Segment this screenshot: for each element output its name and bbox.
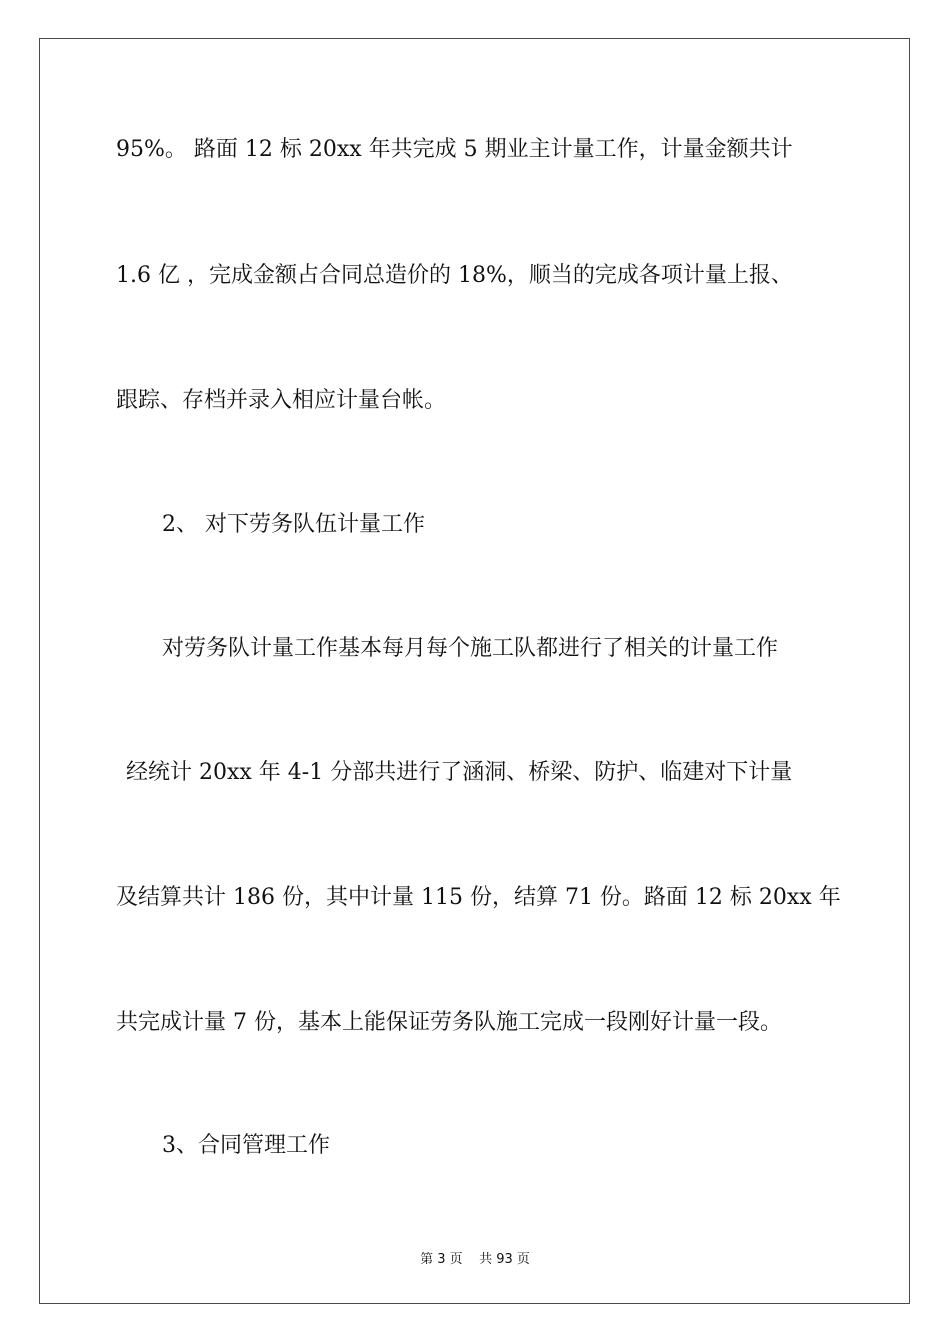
section-heading-2: 2、 对下劳务队伍计量工作: [162, 512, 425, 537]
page-border: [39, 38, 910, 1304]
body-text-line: 经统计 20xx 年 4-1 分部共进行了涵洞、桥梁、防护、临建对下计量: [126, 760, 793, 785]
section-heading-3: 3、合同管理工作: [162, 1133, 330, 1158]
body-text-line: 共完成计量 7 份，基本上能保证劳务队施工完成一段刚好计量一段。: [116, 1010, 782, 1035]
body-text-line: 及结算共计 186 份，其中计量 115 份，结算 71 份。路面 12 标 20xx 年: [116, 885, 841, 910]
page-number-footer: 第 3 页 共 93 页: [420, 1252, 530, 1267]
body-text-line: 跟踪、存档并录入相应计量台帐。: [116, 388, 447, 413]
body-text-line: 对劳务队计量工作基本每月每个施工队都进行了相关的计量工作: [162, 636, 779, 661]
body-text-line: 95%。 路面 12 标 20xx 年共完成 5 期业主计量工作，计量金额共计: [116, 137, 793, 162]
body-text-line: 1.6 亿 ，完成金额占合同总造价的 18%，顺当的完成各项计量上报、: [116, 263, 793, 288]
